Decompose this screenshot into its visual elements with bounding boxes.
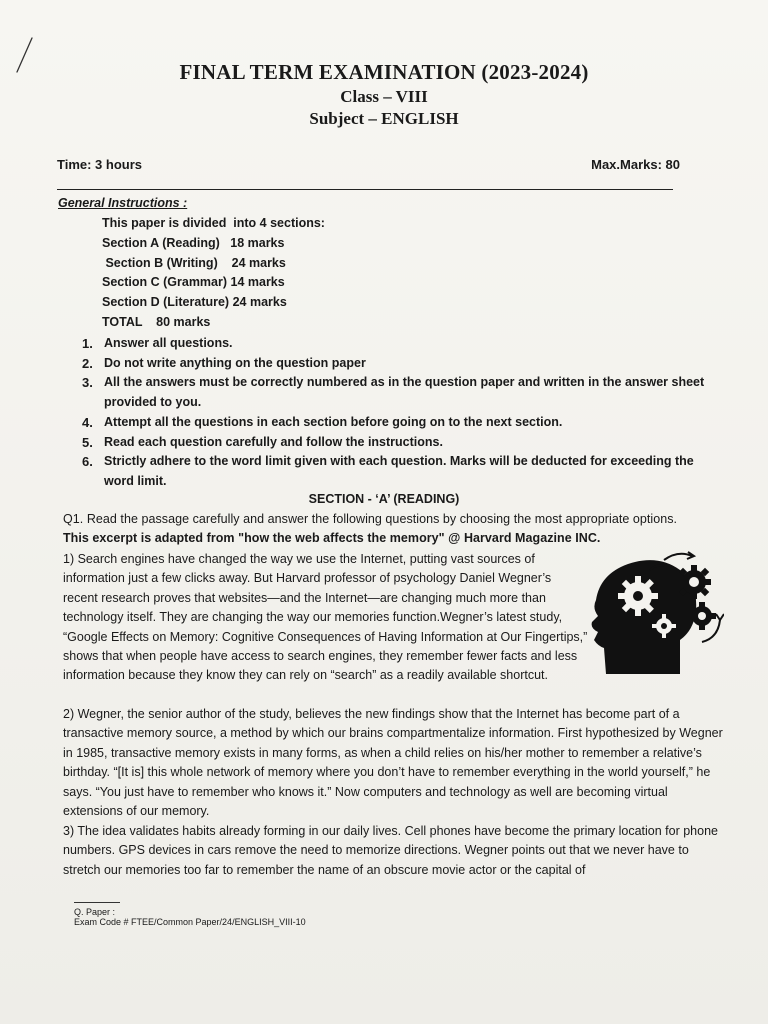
max-marks: Max.Marks: 80 xyxy=(591,157,680,172)
passage-paragraph-1: 1) Search engines have changed the way we use the Internet, putting vast sources of information just a few clicks away. But Harvard professor of psychology Daniel Wegner’s recent research proves that websites—and the Internet—are changing much more than technology itself. They are changing the way our memories function.Wegner’s latest study, “Google Effects on Memory: Cognitive Consequences of Having Information at Our Fingertips,” shows that when people have access to search engines, they remember fewer facts and less information because they know they can rely on “search” as a readily available shortcut. xyxy=(63,552,588,683)
instruction-text: Answer all questions. xyxy=(104,336,233,350)
instruction-text: Do not write anything on the question paper xyxy=(104,356,366,370)
passage-paragraph-3: 3) The idea validates habits already forming in our daily lives. Cell phones have become the primary location for phone numbers. GPS devices in cars remove the need to memorize directions. Wegner points out that we never have to stretch our memories too far to remember the name of an obscure movie actor or the capital of xyxy=(63,824,718,877)
question-prompt: Q1. Read the passage carefully and answer the following questions by choosing the most appropriate options. xyxy=(63,512,678,526)
instruction-text: Read each question carefully and follow the instructions. xyxy=(104,435,443,449)
section-marks-line: Section C (Grammar) 14 marks xyxy=(102,275,285,289)
section-a-heading: SECTION - ‘A’ (READING) xyxy=(308,492,460,506)
time-allowed: Time: 3 hours xyxy=(57,157,143,172)
exam-subject: Subject – ENGLISH xyxy=(309,109,459,128)
footer-exam-code: Exam Code # FTEE/Common Paper/24/ENGLISH_VIII-10 xyxy=(74,917,306,927)
footer-divider xyxy=(74,902,120,903)
exam-class: Class – VIII xyxy=(340,87,428,106)
section-marks-line: Section A (Reading) 18 marks xyxy=(102,236,285,250)
instruction-text: All the answers must be correctly numbered as in the question paper and written in the answer sheet provided to you. xyxy=(104,375,705,409)
instruction-number: 5. xyxy=(82,435,93,450)
instructions-intro: This paper is divided into 4 sections: xyxy=(102,216,325,230)
section-marks-line: Section D (Literature) 24 marks xyxy=(102,295,287,309)
instruction-text: Attempt all the questions in each section before going on to the next section. xyxy=(104,415,563,429)
instruction-text: Strictly adhere to the word limit given with each question. Marks will be deducted for exceeding the word limit. xyxy=(104,454,694,488)
general-instructions-heading: General Instructions : xyxy=(58,196,188,210)
footer-paper-label: Q. Paper : xyxy=(74,907,116,917)
instruction-number: 3. xyxy=(82,375,93,390)
instruction-number: 1. xyxy=(82,336,93,351)
total-marks-line: TOTAL 80 marks xyxy=(102,315,211,329)
header-divider xyxy=(57,189,673,190)
instruction-number: 4. xyxy=(82,415,93,430)
passage-paragraph-2: 2) Wegner, the senior author of the study, believes the new findings show that the Internet has become part of a transactive memory source, a method by which our brains compartmentalize information. First hypothesized by Wegner in 1985, transactive memory exists in many forms, as when a child relies on his/her mother to remember a relative’s birthday. “[It is] this whole network of memory where you don’t have to remember everything in the world yourself,” he says. “You just have to remember who knows it.” Now computers and technology as well are becoming virtual extensions of our memory. xyxy=(63,707,723,819)
section-marks-line: Section B (Writing) 24 marks xyxy=(102,256,286,270)
instruction-number: 2. xyxy=(82,356,93,371)
passage-source: This excerpt is adapted from "how the web affects the memory" @ Harvard Magazine INC. xyxy=(63,531,601,545)
exam-title: FINAL TERM EXAMINATION (2023-2024) xyxy=(179,60,589,84)
instruction-number: 6. xyxy=(82,454,93,469)
brain-gears-head-icon xyxy=(584,548,724,674)
